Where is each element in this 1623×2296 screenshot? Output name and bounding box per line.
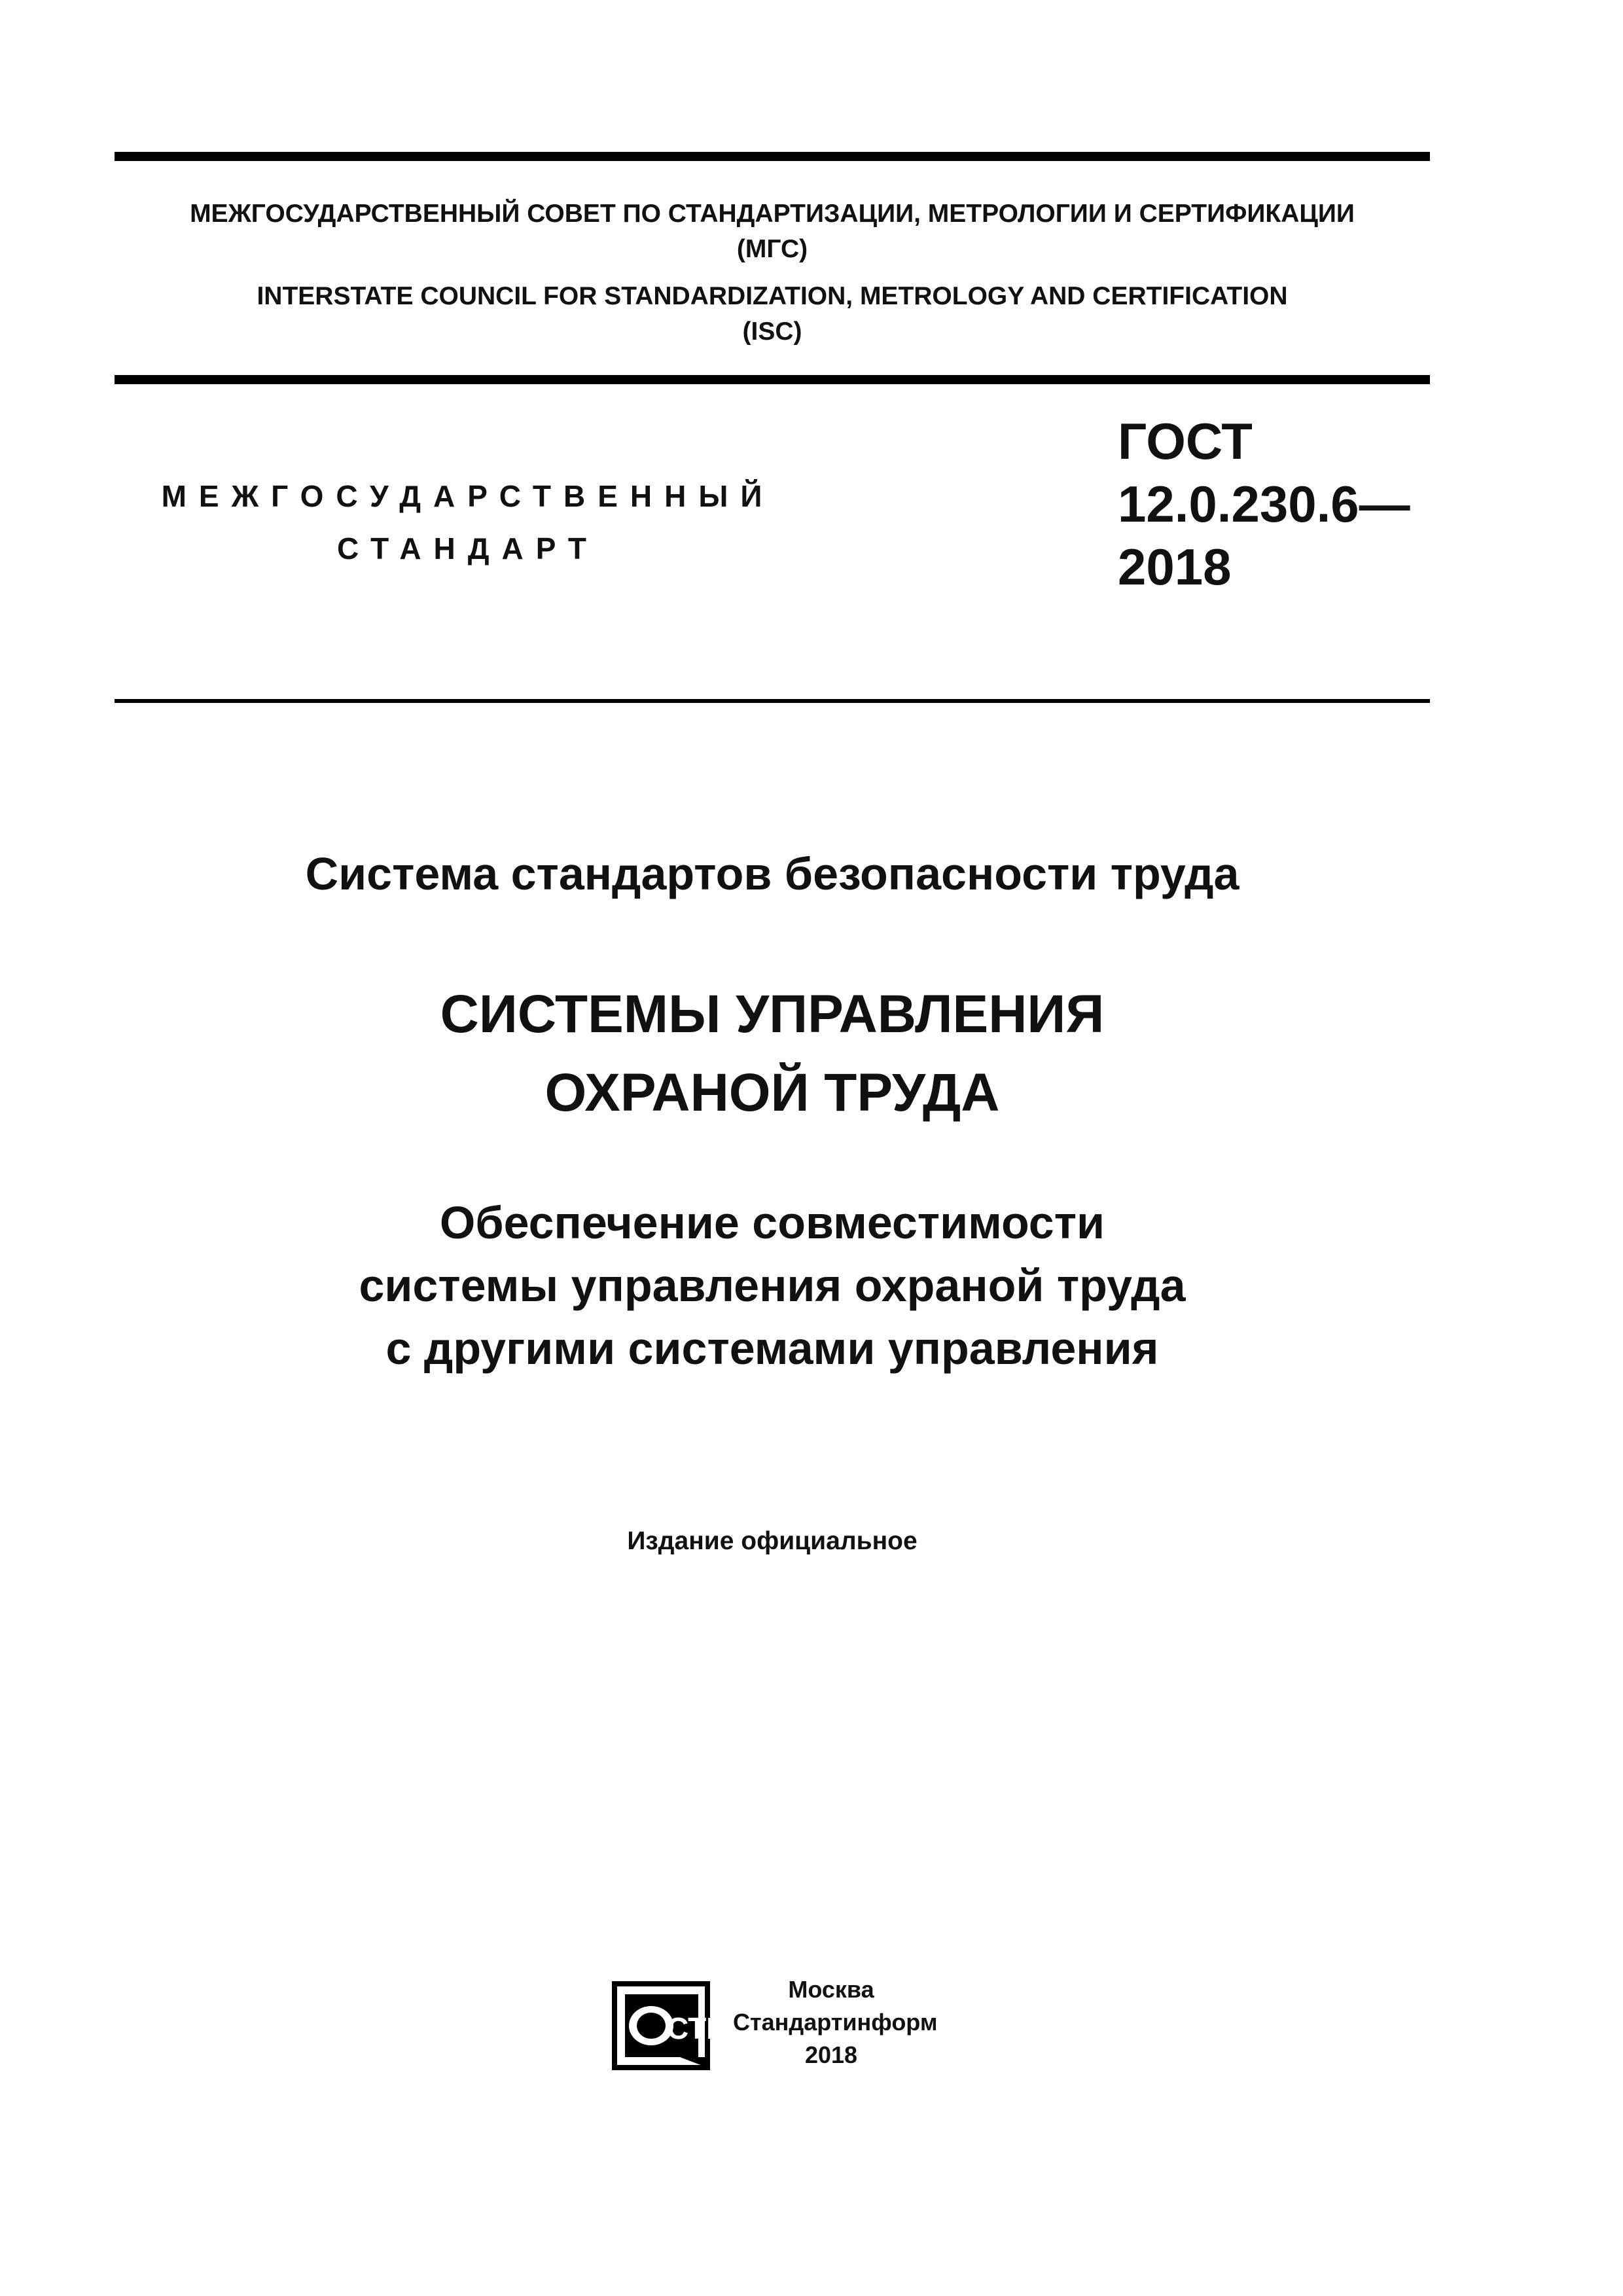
gost-prefix: ГОСТ: [1118, 412, 1253, 470]
standard-type-label: [118, 470, 818, 575]
publisher-year: 2018: [804, 2041, 858, 2068]
publisher-name: Стандартинформ: [733, 2009, 938, 2036]
document-title: [115, 975, 1430, 1132]
title-line1: СИСТЕМЫ УПРАВЛЕНИЯ: [440, 984, 1105, 1044]
lower-divider: [115, 699, 1430, 703]
publisher-info: [733, 1973, 938, 2072]
gost-designation: [1118, 410, 1425, 598]
middle-divider: [115, 375, 1430, 384]
standartinform-logo-icon: [612, 1981, 728, 2070]
gost-year: 2018: [1118, 538, 1232, 596]
council-abbr-ru: (МГС): [736, 235, 808, 263]
publisher-city: Москва: [788, 1976, 874, 2003]
publisher-block: [612, 1973, 952, 2078]
standard-type-line1: МЕЖГОСУДАРСТВЕННЫЙ: [161, 479, 775, 513]
gost-number: 12.0.230.6—: [1118, 475, 1410, 533]
edition-label: Издание официальное: [627, 1527, 918, 1555]
subtitle-line1: Обеспечение совместимости: [439, 1197, 1105, 1248]
title-line2: ОХРАНОЙ ТРУДА: [544, 1063, 1000, 1122]
standard-type-line2: СТАНДАРТ: [337, 531, 599, 565]
system-name: Система стандартов безопасности труда: [305, 848, 1240, 899]
subtitle-line3: с другими системами управления: [385, 1323, 1159, 1374]
subtitle-line2: системы управления охраной труда: [359, 1260, 1186, 1311]
council-name-ru: МЕЖГОСУДАРСТВЕННЫЙ СОВЕТ ПО СТАНДАРТИЗАЦИИ, МЕТРОЛОГИИ И СЕРТИФИКАЦИИ: [190, 200, 1355, 228]
council-abbr-en: (ISC): [742, 317, 802, 346]
top-divider: [115, 152, 1430, 161]
logo-letters: СТИ: [667, 2011, 728, 2045]
council-header: [115, 196, 1430, 350]
council-name-en: INTERSTATE COUNCIL FOR STANDARDIZATION, METROLOGY AND CERTIFICATION: [257, 282, 1288, 310]
document-subtitle: [115, 1191, 1430, 1380]
